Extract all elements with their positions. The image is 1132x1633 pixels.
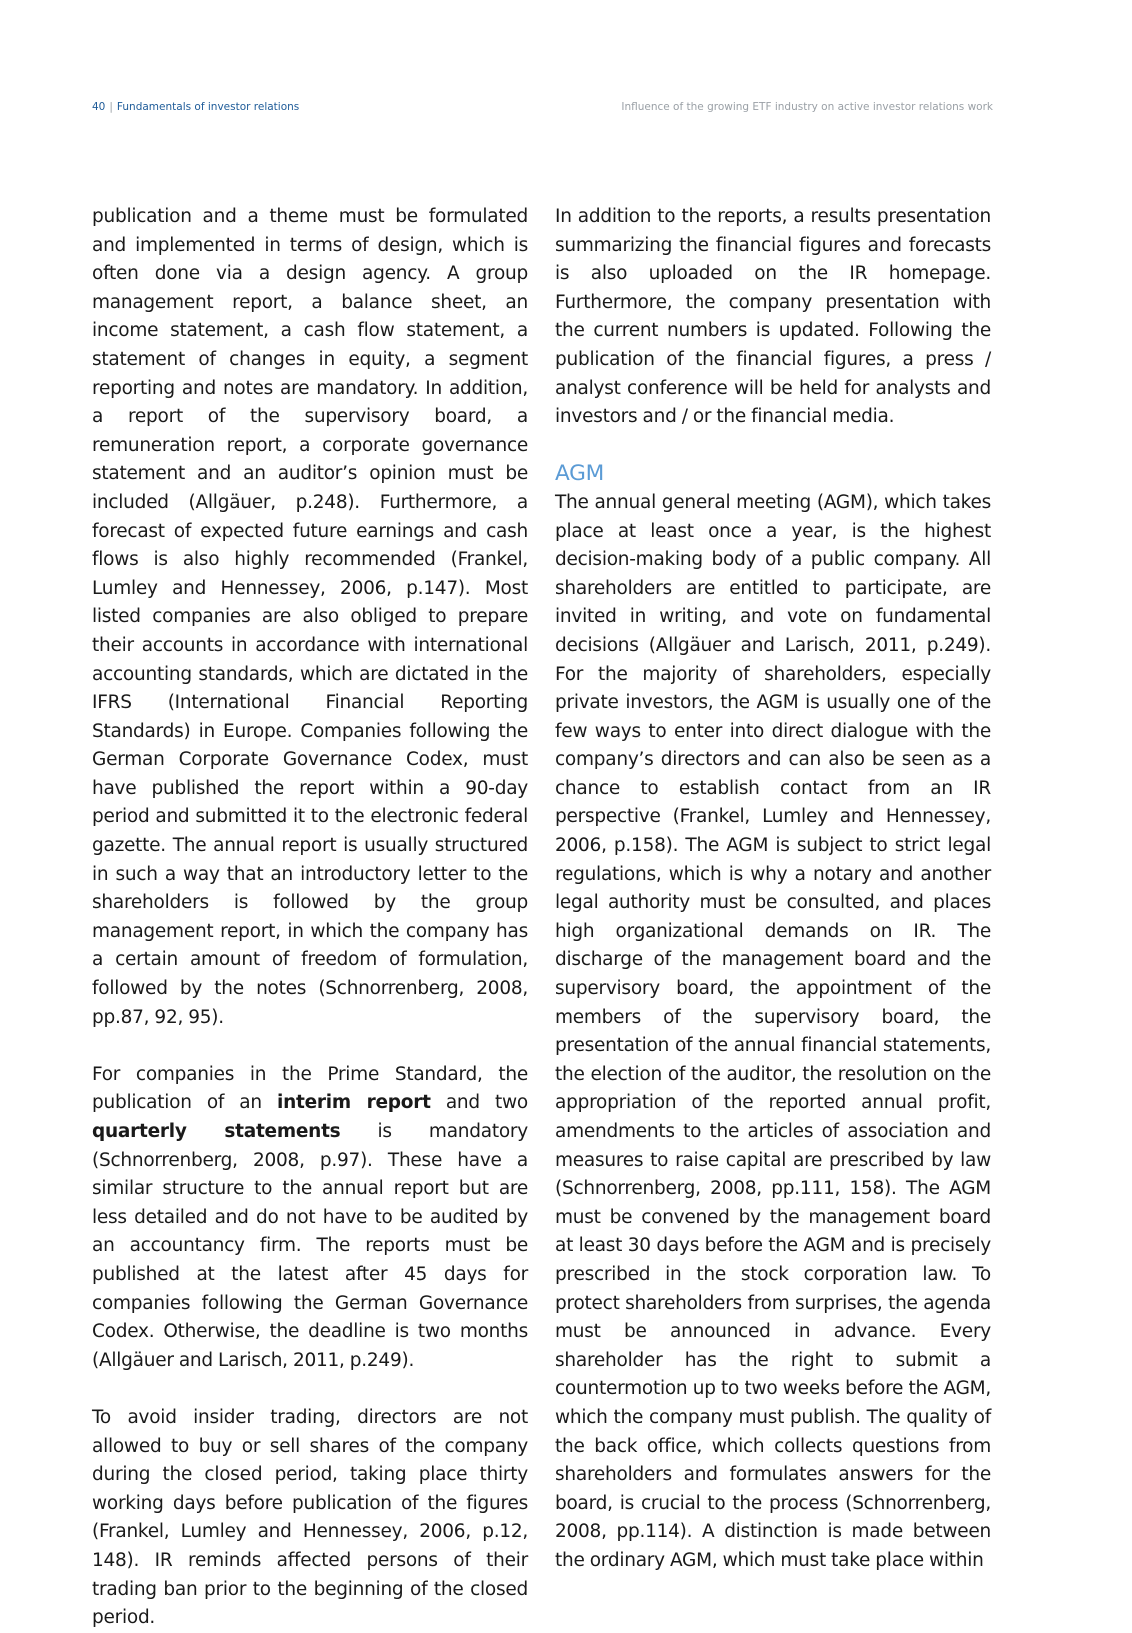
section-title: Fundamentals of investor relations xyxy=(116,101,300,113)
text-run: For companies in the Prime Standard, the publication of an xyxy=(92,1063,528,1114)
paragraph-agm: The annual general meeting (AGM), which takes place at least once a year, is the highest decision-making body of a public company. All shareholders are entitled to participate, are invited in writing, and vote on fundamental decisions (Allgäuer and Larisch, 2011, p.249). For the majority of shareholders, especially private investors, the AGM is usually one of the few ways to enter into direct dialogue with the company’s directors and can also be seen as a chance to establish contact from an IR perspective (Frankel, Lumley and Hennessey, 2006, p.158). The AGM is subject to strict legal regulations, which is why a notary and another legal authority must be consulted, and places high organizational demands on IR. The discharge of the management board and the supervisory board, the appointment of the members of the supervisory board, the presentation of the annual financial statements, the election of the auditor, the resolution on the appropriation of the reported annual profit, amendments to the articles of association and measures to raise capital are prescribed by law (Schnorrenberg, 2008, pp.111, 158). The AGM must be convened by the management board at least 30 days before the AGM and is precisely prescribed in the stock corporation law. To protect shareholders from surprises, the agenda must be announced in advance. Every shareholder has the right to submit a countermotion up to two weeks before the AGM, which the company must publish. The quality of the back office, which collects questions from shareholders and formulates answers for the board, is crucial to the process (Schnorrenberg, 2008, pp.114). A distinction is made between the ordinary AGM, which must take place within xyxy=(555,491,991,1571)
paragraph-annual-report: publication and a theme must be formulated and implemented in terms of design, which is often done via a design agency. A group management report, a balance sheet, an income statement, a cash flow statement, a statement of changes in equity, a segment reporting and notes are mandatory. In addition, a report of the supervisory board, a remuneration report, a corporate governance statement and an auditor’s opinion must be included (Allgäuer, p.248). Furthermore, a forecast of expected future earnings and cash flows is also highly recommended (Frankel, Lumley and Hennessey, 2006, p.147). Most listed companies are also obliged to prepare their accounts in accordance with international accounting standards, which are dictated in the IFRS (International Financial Reporting Standards) in Europe. Companies following the German Corporate Governance Codex, must have published the report within a 90-day period and submitted it to the electronic federal gazette. The annual report is usually structured in such a way that an introductory letter to the shareholders is followed by the group management report, in which the company has a certain amount of freedom of formulation, followed by the notes (Schnorrenberg, 2008, pp.87, 92, 95). xyxy=(92,206,528,1028)
paragraph-insider-trading: To avoid insider trading, directors are not allowed to buy or sell shares of the company during the closed period, taking place thirty working days before publication of the figures (Frankel, Lumley and Hennessey, 2006, p.12, 148). IR reminds affected persons of their trading ban prior to the beginning of the closed period. xyxy=(92,1406,528,1629)
chapter-title: Influence of the growing ETF industry on active investor relations work xyxy=(621,101,993,113)
header-left xyxy=(92,99,299,115)
text-run: and two xyxy=(430,1092,528,1114)
running-header xyxy=(92,99,1132,115)
bold-term-interim-report: interim report xyxy=(277,1092,431,1114)
paragraph-results-presentation: In addition to the reports, a results presentation summarizing the financial figures and forecasts is also uploaded on the IR homepage. Furthermore, the company presentation with the current numbers is updated. Following the publication of the financial figures, a press / analyst conference will be held for analysts and investors and / or the financial media. xyxy=(555,206,991,428)
section-heading-agm: AGM xyxy=(555,461,605,487)
text-run: is mandatory (Schnorrenberg, 2008, p.97). These have a similar structure to the annual report but are less detailed and do not have to be audited by an accountancy firm. The reports must be published at the latest after 45 days for companies following the German Governance Codex. Otherwise, the deadline is two months (Allgäuer and Larisch, 2011, p.249). xyxy=(92,1121,528,1371)
paragraph-interim-reports xyxy=(92,1061,528,1376)
bold-term-quarterly-statements: quarterly statements xyxy=(92,1121,341,1142)
left-column xyxy=(92,203,528,1633)
header-separator: | xyxy=(109,101,113,113)
page-number: 40 xyxy=(92,101,106,113)
right-column xyxy=(555,203,991,1576)
